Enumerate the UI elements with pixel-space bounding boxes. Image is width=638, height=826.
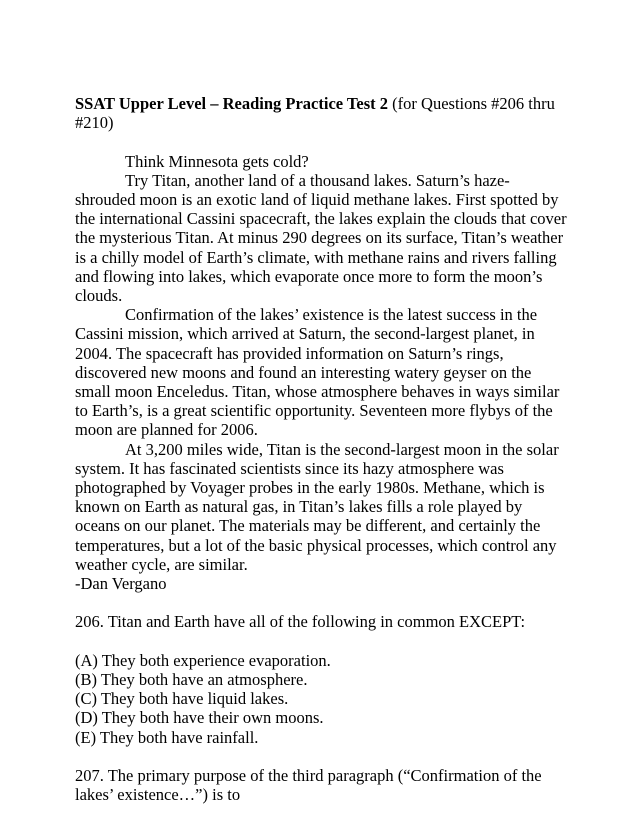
passage-author: -Dan Vergano: [75, 574, 167, 594]
document-title-bold: SSAT Upper Level – Reading Practice Test 2: [75, 94, 389, 113]
spacer: [75, 132, 567, 151]
question-206-choice-b: (B) They both have an atmosphere.: [75, 670, 308, 690]
document-title: [75, 94, 567, 132]
spacer: [75, 747, 567, 766]
passage-intro: Think Minnesota gets cold?: [125, 151, 309, 171]
document-page: [75, 94, 567, 804]
passage-paragraph-1: Try Titan, another land of a thousand lakes. Saturn’s haze-shrouded moon is an exotic land of liquid methane lakes. First spotted by the international Cassini spacecraft, the lakes explain the clouds that cover the mysterious Titan. At minus 290 degrees on its surface, Titan’s weather is a chilly model of Earth’s climate, with methane rains and rivers falling and flowing into lakes, which evaporate once more to form the moon’s clouds.: [75, 170, 567, 306]
passage-paragraph-3: At 3,200 miles wide, Titan is the second-largest moon in the solar system. It has fascinated scientists since its hazy atmosphere was photographed by Voyager probes in the early 1980s. Methane, which is known on Earth as natural gas, in Titan’s lakes fills a role played by oceans on our planet. The materials may be different, and certainly the temperatures, but a lot of the basic physical processes, which control any weather cycle, are similar.: [75, 439, 559, 574]
passage-paragraph-2: Confirmation of the lakes’ existence is the latest success in the Cassini mission, which arrived at Saturn, the second-largest planet, in 2004. The spacecraft has provided information on Saturn’s rings, discovered new moons and found an interesting watery geyser on the small moon Enceledus. Titan, whose atmosphere behaves in ways similar to Earth’s, is a great scientific opportunity. Seventeen more flybys of the moon are planned for 2006.: [75, 305, 560, 440]
question-206-choice-a: (A) They both experience evaporation.: [75, 650, 331, 670]
document-title-rest: (for Questions #206 thru #210): [75, 94, 555, 133]
question-207-stem: 207. The primary purpose of the third paragraph (“Confirmation of the lakes’ existence…”) is to: [75, 766, 542, 805]
question-206-choice-e: (E) They both have rainfall.: [75, 727, 259, 747]
spacer: [75, 632, 567, 651]
spacer: [75, 593, 567, 612]
question-206-stem: 206. Titan and Earth have all of the following in common EXCEPT:: [75, 612, 526, 632]
question-206-choice-d: (D) They both have their own moons.: [75, 708, 324, 728]
question-206-choice-c: (C) They both have liquid lakes.: [75, 689, 289, 709]
